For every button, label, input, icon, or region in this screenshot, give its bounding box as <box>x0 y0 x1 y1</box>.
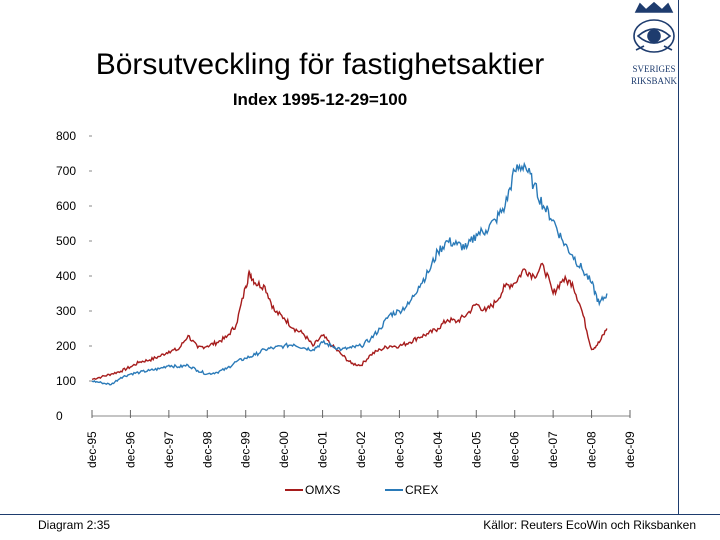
series-lines <box>92 164 607 385</box>
y-tick-label: 400 <box>56 269 77 283</box>
y-tick-label: 800 <box>56 129 77 143</box>
x-tick-label: dec-07 <box>546 431 561 468</box>
x-tick-label: dec-03 <box>392 431 407 468</box>
legend <box>285 483 438 497</box>
x-tick-label: dec-96 <box>123 431 138 468</box>
frame-horizontal-line <box>0 514 720 515</box>
x-tick-label: dec-02 <box>354 431 368 468</box>
page-subtitle: Index 1995-12-29=100 <box>232 90 408 109</box>
diagram-number: Diagram 2:35 <box>38 518 111 532</box>
logo-text-line1: SVERIGES <box>632 64 676 74</box>
page-title: Börsutveckling för fastighetsaktier <box>95 48 545 81</box>
logo-text-line2: RIKSBANK <box>630 76 678 86</box>
y-tick-label: 600 <box>56 199 77 213</box>
x-tick-label: dec-06 <box>507 431 522 468</box>
x-tick-label: dec-05 <box>469 431 484 468</box>
x-tick-label: dec-08 <box>584 431 599 468</box>
legend-label-omxs: OMXS <box>305 483 341 497</box>
y-tick-label: 200 <box>56 339 77 353</box>
x-tick-label: dec-95 <box>85 431 99 468</box>
frame-vertical-line <box>678 0 679 514</box>
x-tick-label: dec-97 <box>161 431 176 468</box>
x-tick-label: dec-09 <box>623 431 637 468</box>
y-tick-label: 0 <box>56 409 63 423</box>
x-tick-label: dec-01 <box>315 431 330 468</box>
y-tick-label: 300 <box>56 304 77 318</box>
x-tick-label: dec-98 <box>200 431 215 468</box>
x-tick-label: dec-00 <box>277 431 292 468</box>
x-axis <box>85 410 637 468</box>
source-note: Källor: Reuters EcoWin och Riksbanken <box>483 518 696 532</box>
x-tick-label: dec-04 <box>430 431 445 468</box>
y-tick-label: 100 <box>56 374 77 388</box>
x-tick-label: dec-99 <box>238 431 253 468</box>
y-tick-label: 500 <box>56 234 77 248</box>
y-axis <box>56 129 92 423</box>
y-tick-label: 700 <box>56 164 77 178</box>
legend-label-crex: CREX <box>405 483 439 497</box>
series-line-omxs <box>92 264 607 380</box>
